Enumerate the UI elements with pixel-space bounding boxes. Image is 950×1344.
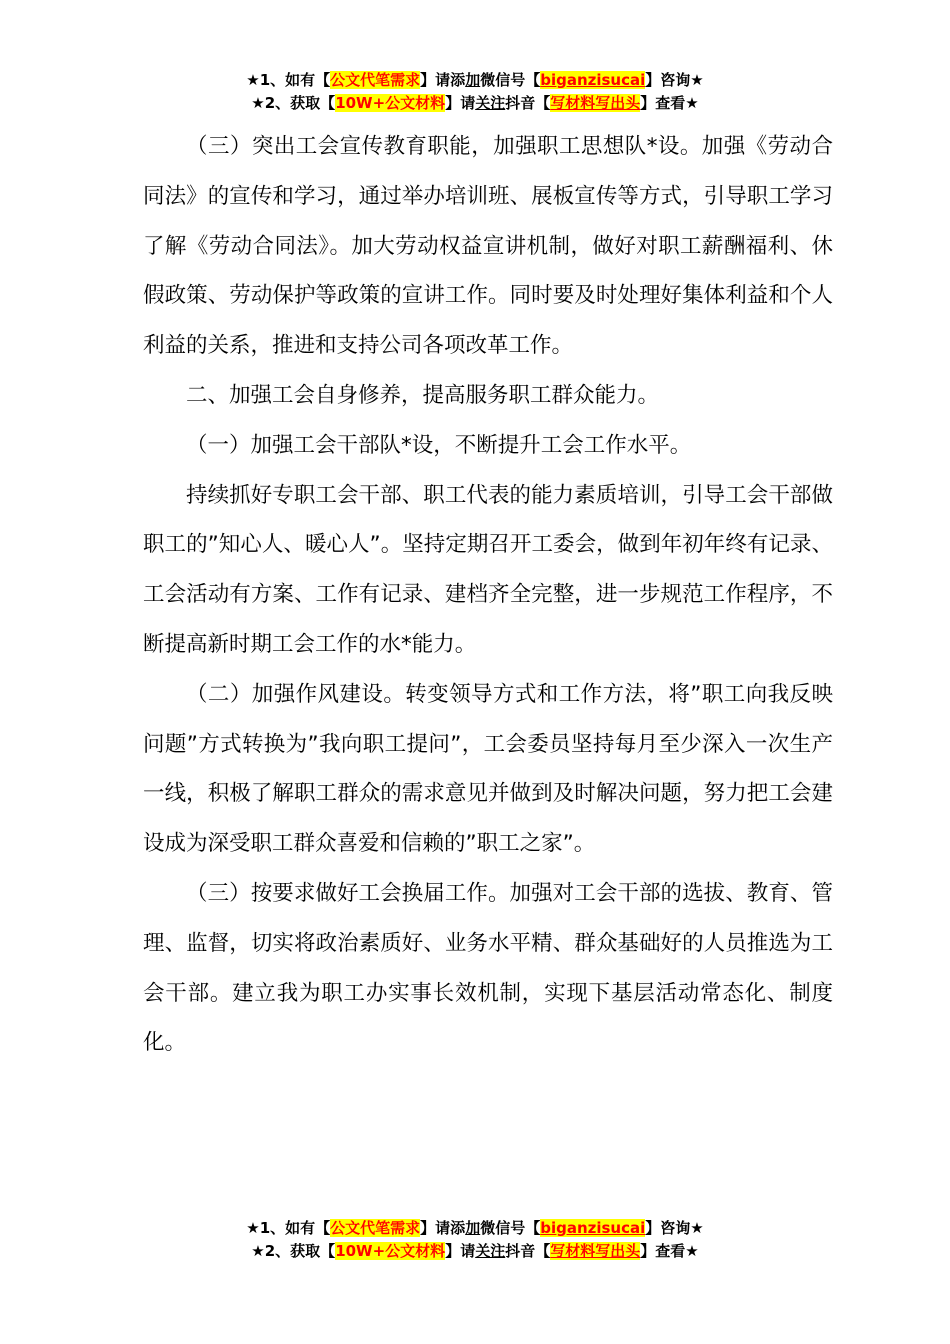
promo-line-2 (0, 1240, 950, 1263)
materials-highlight: 10W+公文材料 (335, 1242, 446, 1260)
promo-text: 】请添 (420, 1219, 466, 1237)
wechat-id-link[interactable]: biganzisucai (540, 71, 646, 89)
promo-text: 】查看★ (640, 1242, 699, 1260)
promo-text: 抖音【 (505, 94, 551, 112)
document-body (143, 122, 833, 1068)
douyin-account-link[interactable]: 写材料写出头 (550, 94, 641, 112)
promo-text: 微信号【 (480, 71, 541, 89)
paragraph: 持续抓好专职工会干部、职工代表的能力素质培训，引导工会干部做职工的”知心人、暖心人”。坚持定期召开工委会，做到年初年终有记录、工会活动有方案、工作有记录、建档齐全完整，进一步规范工作程序，不断提高新时期工会工作的水*能力。 (143, 482, 833, 657)
promo-text-underlined: 加 (465, 71, 481, 89)
promo-line-1 (0, 1217, 950, 1240)
paragraph: （三）突出工会宣传教育职能，加强职工思想队*设。加强《劳动合同法》的宣传和学习，通过举办培训班、展板宣传等方式，引导职工学习了解《劳动合同法》。加大劳动权益宣讲机制，做好对职工薪酬福利、休假政策、劳动保护等政策的宣讲工作。同时要及时处理好集体利益和个人利益的关系，推进和支持公司各项改革工作。 (143, 134, 833, 359)
subsection-heading: （一）加强工会干部队*设，不断提升工会工作水平。 (186, 432, 692, 458)
promo-text: ★1、如有【 (246, 1219, 331, 1237)
promo-banner-top (0, 69, 950, 115)
promo-text: 】请 (445, 1242, 476, 1260)
wechat-id-link[interactable]: biganzisucai (540, 1219, 646, 1237)
promo-text: 】请 (445, 94, 476, 112)
service-highlight: 公文代笔需求 (330, 1219, 421, 1237)
promo-banner-bottom (0, 1217, 950, 1263)
paragraph: （二）加强作风建设。转变领导方式和工作方法，将”职工向我反映问题”方式转换为”我向职工提问”，工会委员坚持每月至少深入一次生产一线，积极了解职工群众的需求意见并做到及时解决问题，努力把工会建设成为深受职工群众喜爱和信赖的”职工之家”。 (143, 681, 833, 857)
section-heading: 二、加强工会自身修养，提高服务职工群众能力。 (186, 382, 660, 408)
promo-text: 抖音【 (505, 1242, 551, 1260)
promo-text-underlined: 加 (465, 1219, 481, 1237)
service-highlight: 公文代笔需求 (330, 71, 421, 89)
materials-highlight: 10W+公文材料 (335, 94, 446, 112)
promo-text: 】查看★ (640, 94, 699, 112)
promo-text: 】咨询★ (645, 71, 704, 89)
paragraph: （三）按要求做好工会换届工作。加强对工会干部的选拔、教育、管理、监督，切实将政治素质好、业务水平精、群众基础好的人员推选为工会干部。建立我为职工办实事长效机制，实现下基层活动常态化、制度化。 (143, 880, 833, 1056)
promo-text: ★2、获取【 (251, 94, 336, 112)
promo-text: 】咨询★ (645, 1219, 704, 1237)
promo-text: 】请添 (420, 71, 466, 89)
promo-text: ★2、获取【 (251, 1242, 336, 1260)
promo-text-underlined: 关注 (475, 94, 506, 112)
promo-line-1 (0, 69, 950, 92)
promo-line-2 (0, 92, 950, 115)
promo-text-underlined: 关注 (475, 1242, 506, 1260)
douyin-account-link[interactable]: 写材料写出头 (550, 1242, 641, 1260)
promo-text: ★1、如有【 (246, 71, 331, 89)
promo-text: 微信号【 (480, 1219, 541, 1237)
